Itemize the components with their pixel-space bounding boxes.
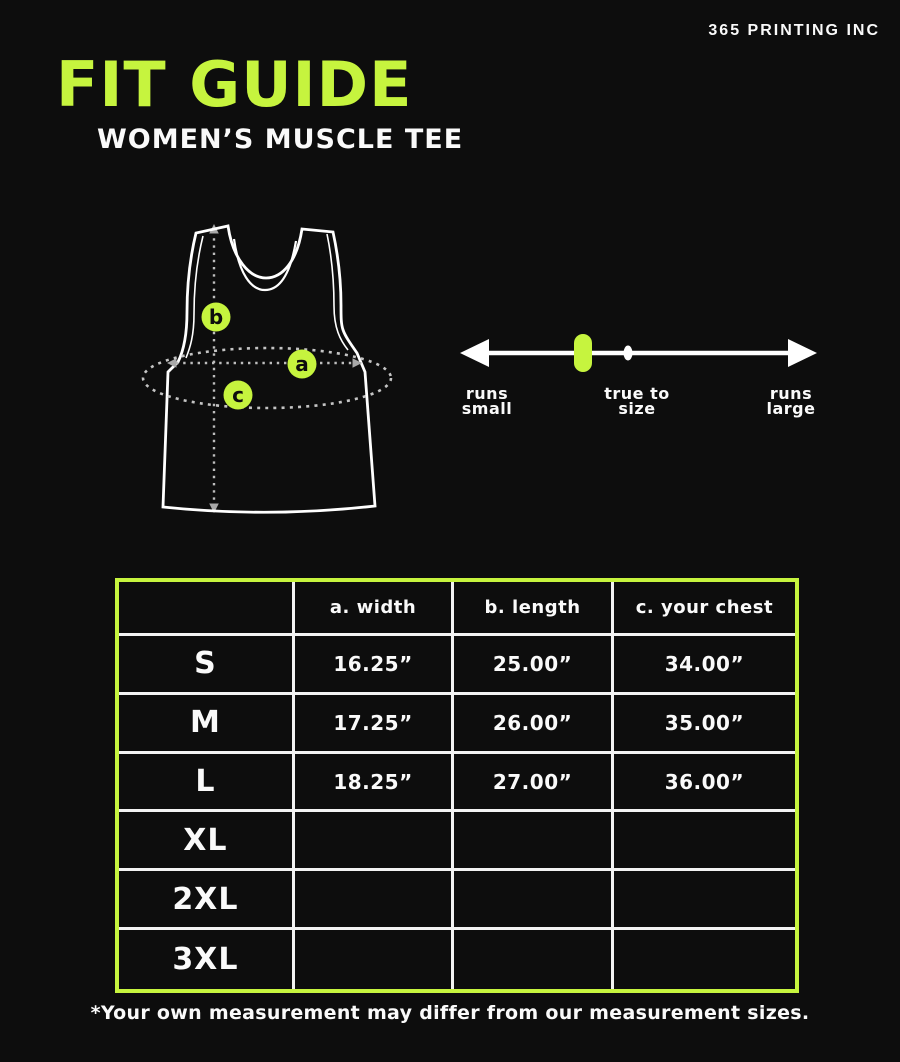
chest-value: 35.00” [614,695,795,754]
muscle-tee-diagram [130,200,430,530]
svg-text:c: c [232,383,244,407]
marker-b-badge [202,303,231,332]
column-header-width: a. width [295,582,455,636]
size-label: M [119,695,295,754]
length-value: 27.00” [454,754,614,813]
svg-text:a: a [295,352,309,376]
size-label: S [119,636,295,695]
chest-value: 34.00” [614,636,795,695]
size-chart-table [115,578,799,993]
width-value: 16.25” [295,636,455,695]
chest-value [614,812,795,871]
length-measure-line [209,224,219,513]
chest-value [614,930,795,989]
measurement-disclaimer: *Your own measurement may differ from our measurement sizes. [90,1002,810,1024]
size-chart-corner-cell [119,582,295,636]
width-value: 18.25” [295,754,455,813]
svg-text:b: b [208,305,224,329]
width-value [295,930,455,989]
true-to-size-tick [624,346,633,361]
width-value: 17.25” [295,695,455,754]
page-title: FIT GUIDE [56,48,413,121]
chest-value [614,871,795,930]
tee-outline [163,226,375,512]
fit-indicator [574,334,592,372]
size-label: 3XL [119,930,295,989]
page-subtitle: WOMEN’S MUSCLE TEE [97,124,464,155]
marker-c-badge [224,381,253,410]
width-value [295,812,455,871]
column-header-length: b. length [454,582,614,636]
column-header-chest: c. your chest [614,582,795,636]
marker-a-badge [288,350,317,379]
length-value [454,871,614,930]
fit-scale-axis [450,320,830,382]
scale-label-runs-large: runs large [766,384,816,418]
size-label: XL [119,812,295,871]
width-measure-line [167,358,362,368]
scale-label-true-to-size: true to size [604,384,670,418]
chest-value: 36.00” [614,754,795,813]
length-value: 26.00” [454,695,614,754]
size-label: 2XL [119,871,295,930]
fit-scale [450,320,830,432]
scale-arrow-right-icon [788,339,817,367]
width-value [295,871,455,930]
length-value [454,812,614,871]
brand-name: 365 PRINTING INC [708,22,880,39]
length-value: 25.00” [454,636,614,695]
length-value [454,930,614,989]
scale-arrow-left-icon [460,339,489,367]
scale-label-runs-small: runs small [461,384,513,418]
size-label: L [119,754,295,813]
